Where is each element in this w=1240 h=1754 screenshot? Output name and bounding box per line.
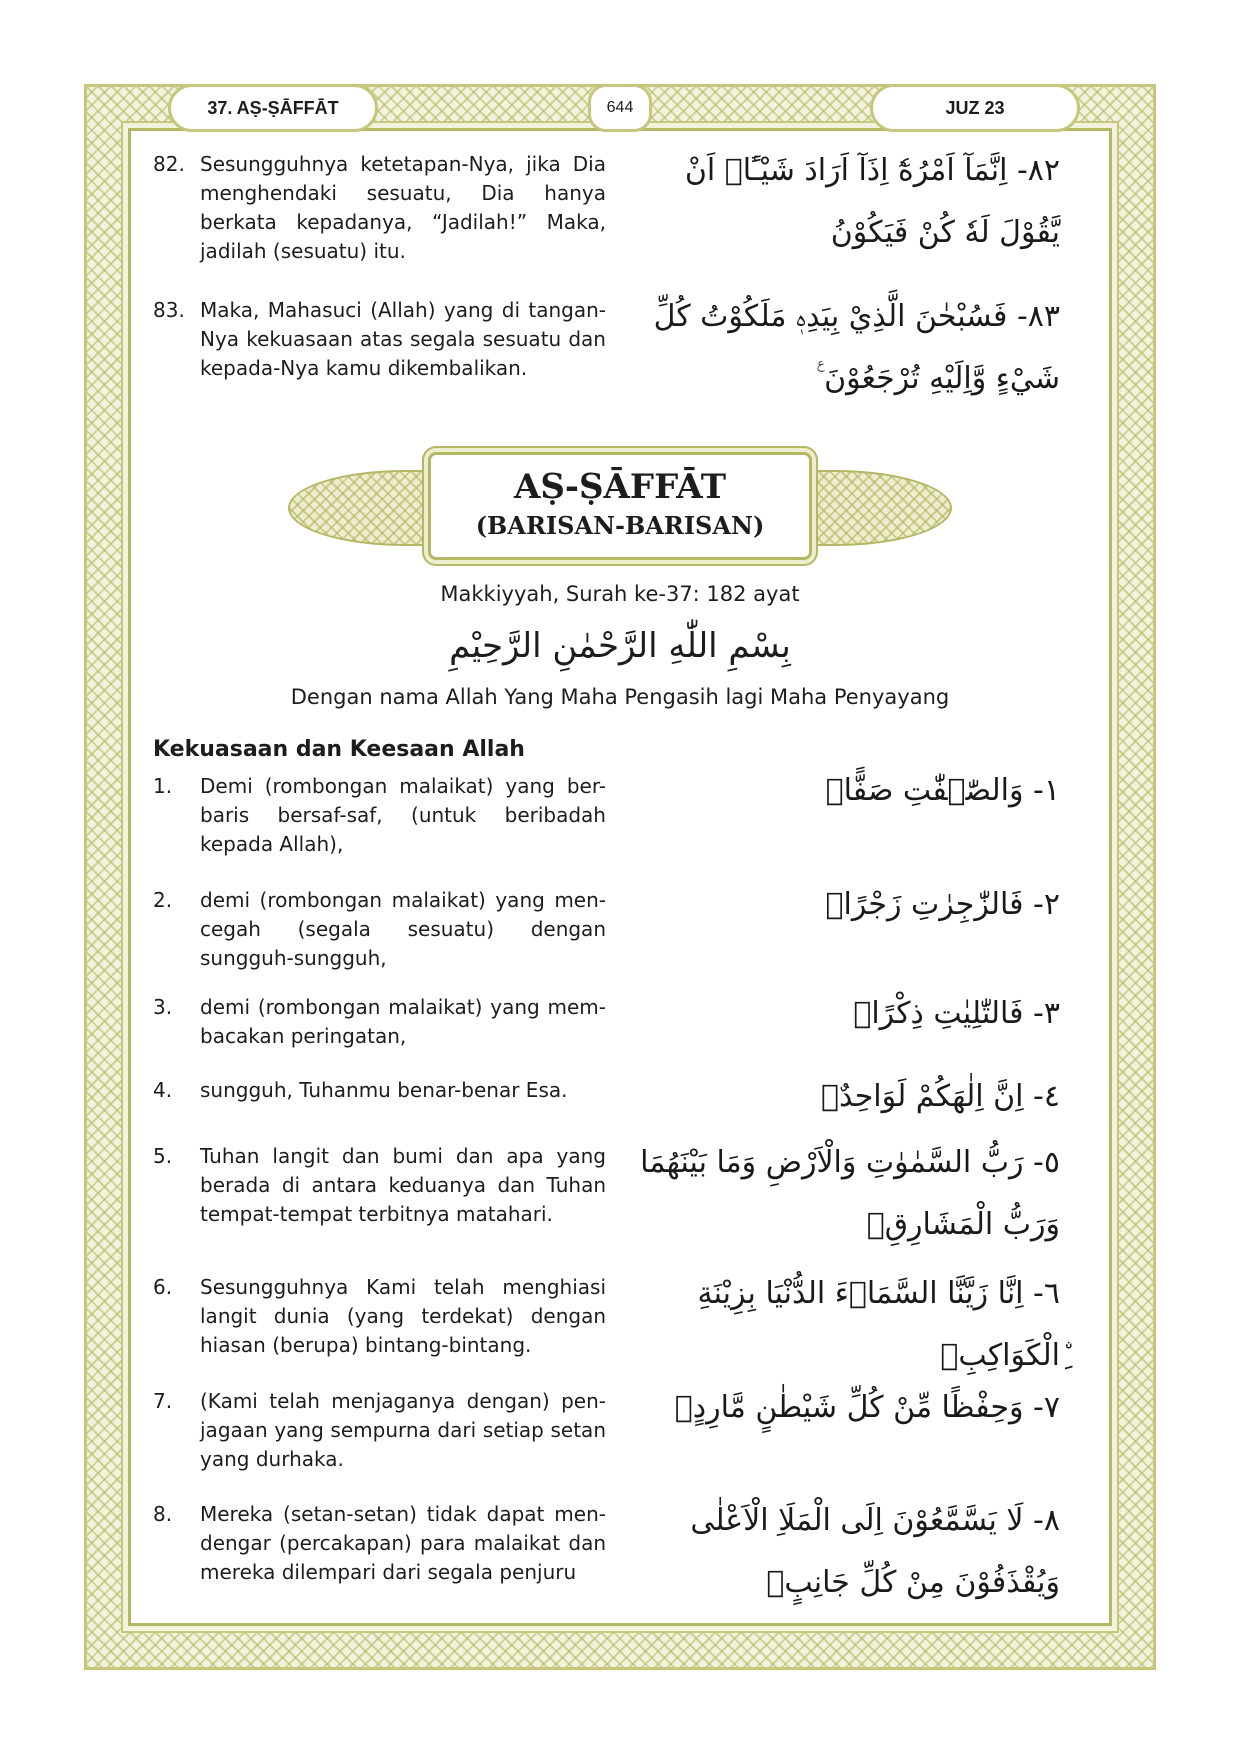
verse-number: 7. bbox=[153, 1389, 173, 1413]
juz-label: JUZ 23 bbox=[945, 97, 1005, 118]
verse-arabic: ٧- وَحِفْظًا مِّنْ كُلِّ شَيْطٰنٍ مَّارِدٍۚ bbox=[674, 1390, 1060, 1425]
verse-arabic: ٨٣- فَسُبْحٰنَ الَّذِيْ بِيَدِهٖ مَلَكُوْتُ كُلِّ شَيْءٍ وَّاِلَيْهِ تُرْجَعُوْنَ ࣖ bbox=[653, 299, 1060, 396]
section-heading: Kekuasaan dan Keesaan Allah bbox=[153, 737, 525, 762]
verse-number: 6. bbox=[153, 1275, 173, 1299]
verse-number: 3. bbox=[153, 995, 173, 1019]
verse-number: 2. bbox=[153, 888, 173, 912]
surah-title-cartouche bbox=[288, 452, 952, 560]
juz-header-tab bbox=[870, 84, 1080, 132]
basmalah-arabic: بِسْمِ اللّٰهِ الرَّحْمٰنِ الرَّحِيْمِ bbox=[449, 626, 791, 666]
verse-translation: demi (rombongan malaikat) yang mem-bacakan peringatan, bbox=[200, 995, 606, 1048]
verse-arabic: ٦- اِنَّا زَيَّنَّا السَّمَاۤءَ الدُّنْيَا بِزِيْنَةِ ِۨالْكَوَاكِبِۙ bbox=[697, 1276, 1060, 1373]
verse-translation: Sesungguhnya Kami telah menghiasi langit dunia (yang terdekat) dengan hiasan (berupa) bintang-bintang. bbox=[200, 1275, 606, 1357]
verse-arabic: ٤- اِنَّ اِلٰهَكُمْ لَوَاحِدٌۗ bbox=[820, 1079, 1060, 1114]
page-number-tab bbox=[588, 84, 652, 132]
verse-translation: Demi (rombongan malaikat) yang ber-baris bersaf-saf, (untuk beribadah kepada Allah), bbox=[200, 774, 606, 856]
surah-info: Makkiyyah, Surah ke-37: 182 ayat bbox=[440, 582, 800, 606]
verse-number: 8. bbox=[153, 1502, 173, 1526]
verse-number: 83. bbox=[153, 298, 185, 322]
surah-title: AṢ-ṢĀFFĀT bbox=[513, 467, 727, 507]
verse-number: 4. bbox=[153, 1078, 173, 1102]
verse-arabic: ١- وَالصّٰۤفّٰتِ صَفًّاۙ bbox=[825, 773, 1060, 808]
verse-arabic: ٢- فَالزّٰجِرٰتِ زَجْرًاۙ bbox=[825, 887, 1060, 922]
verse-translation: (Kami telah menjaganya dengan) pen-jagaan yang sempurna dari setiap setan yang durhaka. bbox=[200, 1389, 606, 1471]
surah-title-box bbox=[428, 452, 812, 560]
surah-header-tab bbox=[168, 84, 378, 132]
verse-translation: Mereka (setan-setan) tidak dapat men-dengar (percakapan) para malaikat dan mereka dilempari dari segala penjuru bbox=[200, 1502, 606, 1584]
verse-arabic: ٨- لَا يَسَّمَّعُوْنَ اِلَى الْمَلَاِ الْاَعْلٰى وَيُقْذَفُوْنَ مِنْ كُلِّ جَانِبٍۖ bbox=[690, 1503, 1060, 1600]
verse-number: 1. bbox=[153, 774, 173, 798]
verse-arabic: ٣- فَالتّٰلِيٰتِ ذِكْرًاۙ bbox=[853, 996, 1060, 1031]
verse-number: 5. bbox=[153, 1144, 173, 1168]
surah-meaning: (BARISAN-BARISAN) bbox=[475, 511, 765, 540]
verse-arabic: ٨٢- اِنَّمَآ اَمْرُهٗٓ اِذَآ اَرَادَ شَيْـًٔاۖ اَنْ يَّقُوْلَ لَهٗ كُنْ فَيَكُوْنُ bbox=[684, 153, 1060, 250]
verse-translation: Sesungguhnya ketetapan-Nya, jika Dia menghendaki sesuatu, Dia hanya berkata kepadanya, “Jadilah!” Maka, jadilah (sesuatu) itu. bbox=[200, 152, 606, 263]
page-number: 644 bbox=[606, 99, 634, 116]
verse-translation: sungguh, Tuhanmu benar-benar Esa. bbox=[200, 1078, 568, 1102]
verse-arabic: ٥- رَبُّ السَّمٰوٰتِ وَالْاَرْضِ وَمَا بَيْنَهُمَا وَرَبُّ الْمَشَارِقِۗ bbox=[640, 1145, 1060, 1242]
verse-number: 82. bbox=[153, 152, 185, 176]
verse-translation: demi (rombongan malaikat) yang men-cegah (segala sesuatu) dengan sungguh-sungguh, bbox=[200, 888, 606, 970]
verse-translation: Maka, Mahasuci (Allah) yang di tangan-Nya kekuasaan atas segala sesuatu dan kepada-Nya kamu dikembalikan. bbox=[200, 298, 606, 380]
verse-translation: Tuhan langit dan bumi dan apa yang berada di antara keduanya dan Tuhan tempat-tempat terbitnya matahari. bbox=[200, 1144, 606, 1226]
basmalah-translation: Dengan nama Allah Yang Maha Pengasih lagi Maha Penyayang bbox=[290, 685, 950, 709]
surah-header-label: 37. AṢ-ṢĀFFĀT bbox=[207, 97, 339, 118]
